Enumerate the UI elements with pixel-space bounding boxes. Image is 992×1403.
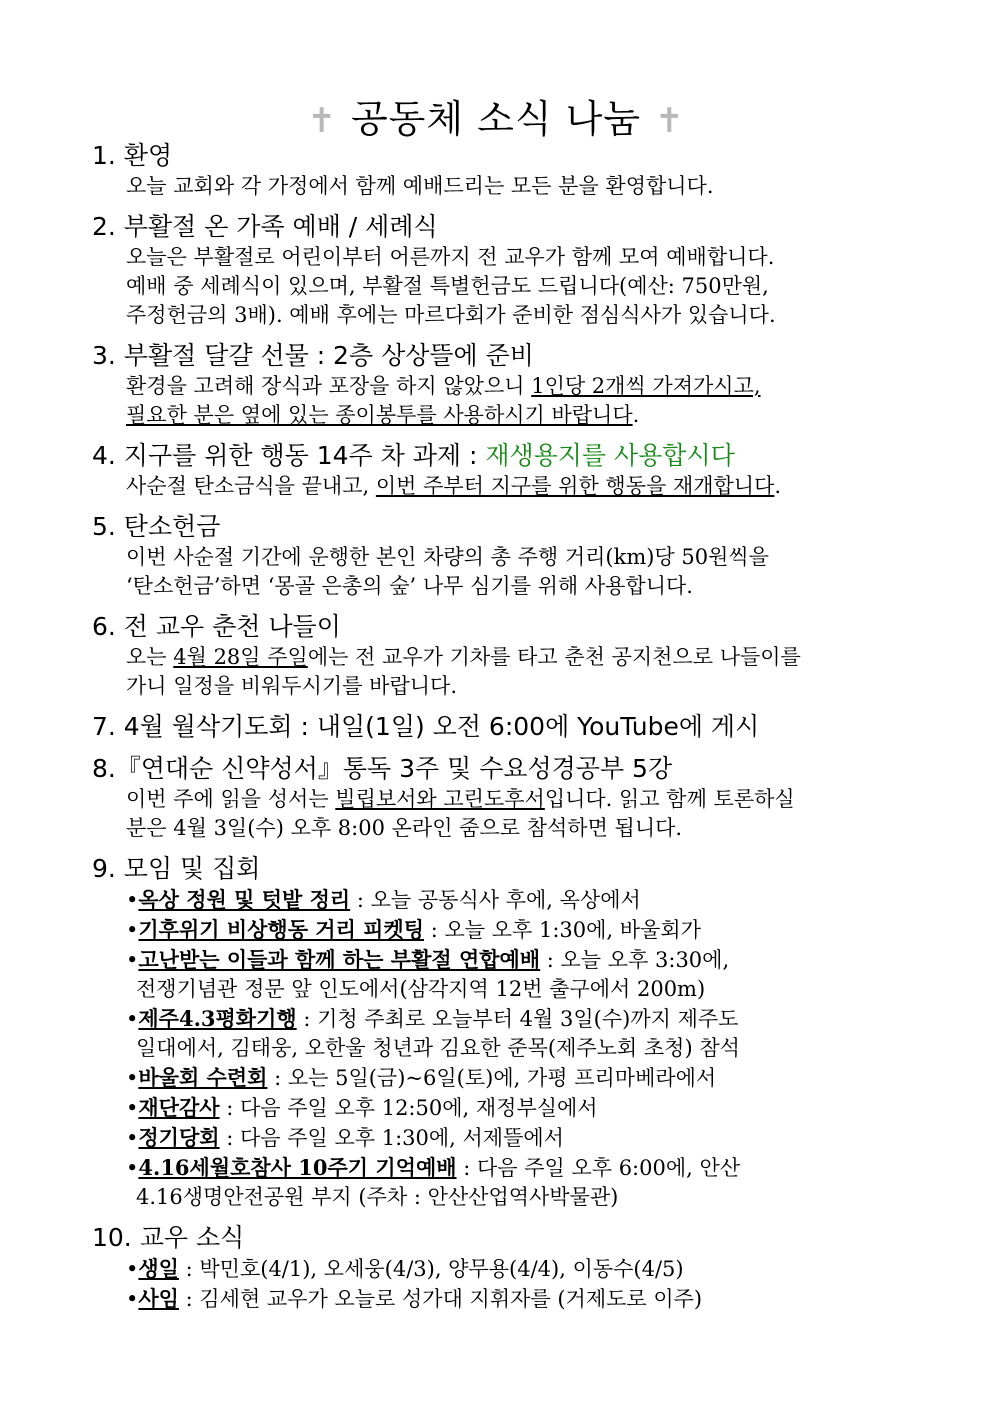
section-text <box>126 785 902 814</box>
section-text <box>126 643 902 672</box>
section-bible-reading <box>92 753 902 843</box>
item-text-continued: 일대에서, 김태웅, 오한울 청년과 김요한 준목(제주노회 초청) 참석 <box>136 1036 740 1060</box>
item-text: : 다음 주일 오후 12:50에, 재정부실에서 <box>219 1096 598 1120</box>
bullet: • <box>126 918 139 942</box>
section-text: 주정헌금의 3배). 예배 후에는 마르다회가 준비한 점심식사가 있습니다. <box>126 303 776 327</box>
announcement-list <box>92 140 902 1324</box>
section-heading: 9. 모임 및 집회 <box>92 854 261 883</box>
item-text-continued: 전쟁기념관 정문 앞 인도에서(삼각지역 12번 출구에서 200m) <box>136 977 706 1001</box>
text-span: 에는 전 교우가 기차를 타고 춘천 공지천으로 나들이를 <box>307 645 801 669</box>
item-text: : 오늘 오후 3:30에, <box>540 948 730 972</box>
item-keyword: 생일 <box>138 1256 179 1281</box>
list-item <box>126 1284 902 1314</box>
section-text: 이번 사순절 기간에 운행한 본인 차량의 총 주행 거리(km)당 50원씩을 <box>126 545 769 569</box>
section-heading: 7. 4월 월삭기도회 : 내일(1일) 오전 6:00에 YouTube에 게시 <box>92 712 760 741</box>
bullet: • <box>126 1126 139 1150</box>
section-heading: 3. 부활절 달걀 선물 : 2층 상상뜰에 준비 <box>92 341 534 370</box>
section-welcome <box>92 140 902 201</box>
item-keyword: 고난받는 이들과 함께 하는 부활절 연합예배 <box>138 947 541 972</box>
section-earth-action <box>92 440 902 501</box>
underlined-text: 이번 주부터 지구를 위한 행동을 재개합니다 <box>375 474 775 498</box>
underlined-text: 빌립보서와 고린도후서 <box>335 787 545 811</box>
item-keyword: 사임 <box>138 1286 179 1311</box>
list-item <box>126 1123 902 1153</box>
list-item <box>126 915 902 945</box>
highlight-text: 재생용지를 사용합시다 <box>485 441 735 470</box>
item-keyword: 바울회 수련회 <box>138 1065 268 1090</box>
item-text: : 오늘 오후 1:30에, 바울회가 <box>424 918 701 942</box>
section-carbon-offering <box>92 511 902 601</box>
bullet: • <box>126 1257 139 1281</box>
bullet: • <box>126 1156 139 1180</box>
text-span: 이번 주에 읽을 성서는 <box>126 787 336 811</box>
section-heading <box>92 440 902 472</box>
section-text: 오늘 교회와 각 가정에서 함께 예배드리는 모든 분을 환영합니다. <box>126 174 714 198</box>
section-heading: 1. 환영 <box>92 141 173 170</box>
list-item <box>126 945 902 1004</box>
list-item <box>126 1063 902 1093</box>
text-span: 입니다. 읽고 함께 토론하실 <box>544 787 795 811</box>
section-text: ‘탄소헌금’하면 ‘몽골 은총의 숲’ 나무 심기를 위해 사용합니다. <box>126 574 693 598</box>
item-text: : 박민호(4/1), 오세웅(4/3), 양무용(4/4), 이동수(4/5) <box>178 1257 684 1281</box>
item-keyword: 제주4.3평화기행 <box>138 1006 297 1031</box>
bullet: • <box>126 1287 139 1311</box>
item-keyword: 기후위기 비상행동 거리 피켓팅 <box>138 917 425 942</box>
cross-icon: ✝ <box>655 101 685 141</box>
section-heading: 5. 탄소헌금 <box>92 512 221 541</box>
bullet: • <box>126 1007 139 1031</box>
text-span: 오는 <box>126 645 174 669</box>
item-text: : 다음 주일 오후 1:30에, 서제뜰에서 <box>219 1126 564 1150</box>
underlined-text: 4월 28일 주일 <box>173 645 308 669</box>
item-keyword: 재단감사 <box>138 1095 220 1120</box>
underlined-text: 1인당 2개씩 가져가시고, <box>531 374 761 398</box>
section-heading: 8.『연대순 신약성서』통독 3주 및 수요성경공부 5강 <box>92 754 673 783</box>
section-text <box>126 372 902 401</box>
section-text <box>126 472 902 501</box>
list-item <box>126 1254 902 1284</box>
bullet: • <box>126 1066 139 1090</box>
underlined-text: 필요한 분은 옆에 있는 종이봉투를 사용하시기 바랍니다 <box>126 403 633 427</box>
section-meetings <box>92 853 902 1212</box>
bullet: • <box>126 888 139 912</box>
item-keyword: 정기당회 <box>138 1125 220 1150</box>
bullet: • <box>126 1096 139 1120</box>
text-span: . <box>774 474 782 498</box>
item-text: : 다음 주일 오후 6:00에, 안산 <box>456 1156 741 1180</box>
text-span: . <box>632 403 640 427</box>
item-text: : 오는 5일(금)~6일(토)에, 가평 프리마베라에서 <box>267 1066 717 1090</box>
list-item <box>126 1004 902 1063</box>
heading-text: 4. 지구를 위한 행동 14주 차 과제 : <box>92 441 486 470</box>
cross-icon: ✝ <box>307 101 337 141</box>
item-keyword: 4.16세월호참사 10주기 기억예배 <box>138 1155 457 1180</box>
text-span: 사순절 탄소금식을 끝내고, <box>126 474 376 498</box>
item-text: : 오늘 공동식사 후에, 옥상에서 <box>350 888 641 912</box>
section-monthly-prayer <box>92 711 902 743</box>
section-easter-eggs <box>92 340 902 430</box>
section-heading: 10. 교우 소식 <box>92 1223 245 1252</box>
text-span: 환경을 고려해 장식과 포장을 하지 않았으니 <box>126 374 532 398</box>
section-heading: 6. 전 교우 춘천 나들이 <box>92 612 341 641</box>
section-text: 예배 중 세례식이 있으며, 부활절 특별헌금도 드립니다(예산: 750만원, <box>126 274 769 298</box>
section-text: 분은 4월 3일(수) 오후 8:00 온라인 줌으로 참석하면 됩니다. <box>126 816 683 840</box>
item-text: : 김세현 교우가 오늘로 성가대 지휘자를 (거제도로 이주) <box>178 1287 703 1311</box>
page-title <box>0 88 992 143</box>
title-text: 공동체 소식 나눔 <box>350 97 642 141</box>
section-heading: 2. 부활절 온 가족 예배 / 세례식 <box>92 212 438 241</box>
section-text: 가니 일정을 비워두시기를 바랍니다. <box>126 674 457 698</box>
section-text <box>126 401 902 430</box>
section-easter-worship <box>92 211 902 330</box>
list-item <box>126 1153 902 1212</box>
item-text-continued: 4.16생명안전공원 부지 (주차 : 안산산업역사박물관) <box>136 1185 619 1209</box>
bullet: • <box>126 948 139 972</box>
section-chuncheon-outing <box>92 611 902 701</box>
item-keyword: 옥상 정원 및 텃밭 정리 <box>138 887 351 912</box>
item-text: : 기청 주최로 오늘부터 4월 3일(수)까지 제주도 <box>296 1007 739 1031</box>
list-item <box>126 885 902 915</box>
section-text: 오늘은 부활절로 어린이부터 어른까지 전 교우가 함께 모여 예배합니다. <box>126 245 775 269</box>
list-item <box>126 1093 902 1123</box>
section-member-news <box>92 1222 902 1314</box>
